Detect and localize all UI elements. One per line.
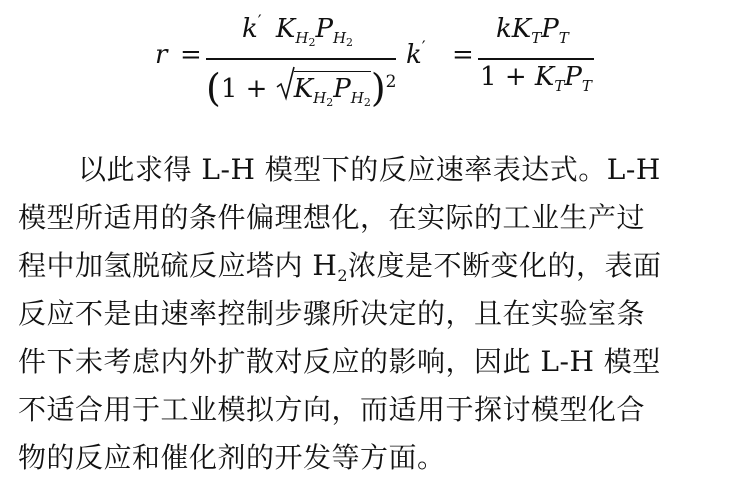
paragraph-line-3: [18, 242, 730, 290]
rate-equation: [150, 8, 610, 112]
paragraph-line-7: 物的反应和催化剂的开发等方面。: [18, 441, 446, 474]
eq-lhs-r: r: [155, 40, 168, 70]
h2-subscript: 2: [337, 266, 349, 285]
line3-text-a: 程中加氢脱硫反应塔内 H: [18, 249, 338, 282]
eq-numerator-2: $kK_TP_T$: [496, 14, 569, 47]
paragraph-line-4: 反应不是由速率控制步骤所决定的，且在实验室条: [18, 297, 646, 330]
line3-text-b: 浓度是不断变化的，表面: [348, 249, 662, 282]
fraction-bar-2: [478, 58, 594, 60]
paragraph-line-5: 件下未考虑内外扩散对反应的影响，因此 L-H 模型: [18, 345, 661, 378]
sqrt-symbol: $K_{H_2}P_{H_2}$: [276, 71, 371, 104]
body-paragraph: [18, 146, 730, 482]
eq-k-prime: k′: [406, 38, 426, 70]
eq-denominator-2: $1 + K_TP_T$: [480, 62, 592, 95]
eq-equals-1: =: [180, 40, 202, 70]
eq-numerator-1: k′ $K_{H_2}P_{H_2}$: [242, 12, 354, 49]
eq-equals-2: =: [452, 40, 474, 70]
fraction-bar-1: [206, 58, 396, 60]
paragraph-line-2: 模型所适用的条件偏理想化，在实际的工业生产过: [18, 201, 646, 234]
paragraph-line-1: 以此求得 L-H 模型下的反应速率表达式。L-H: [78, 153, 661, 186]
paragraph-line-6: 不适合用于工业模拟方向，而适用于探讨模型化合: [18, 393, 646, 426]
eq-denominator-1: (1 + $K_{H_2}P_{H_2})^2$: [206, 66, 397, 110]
